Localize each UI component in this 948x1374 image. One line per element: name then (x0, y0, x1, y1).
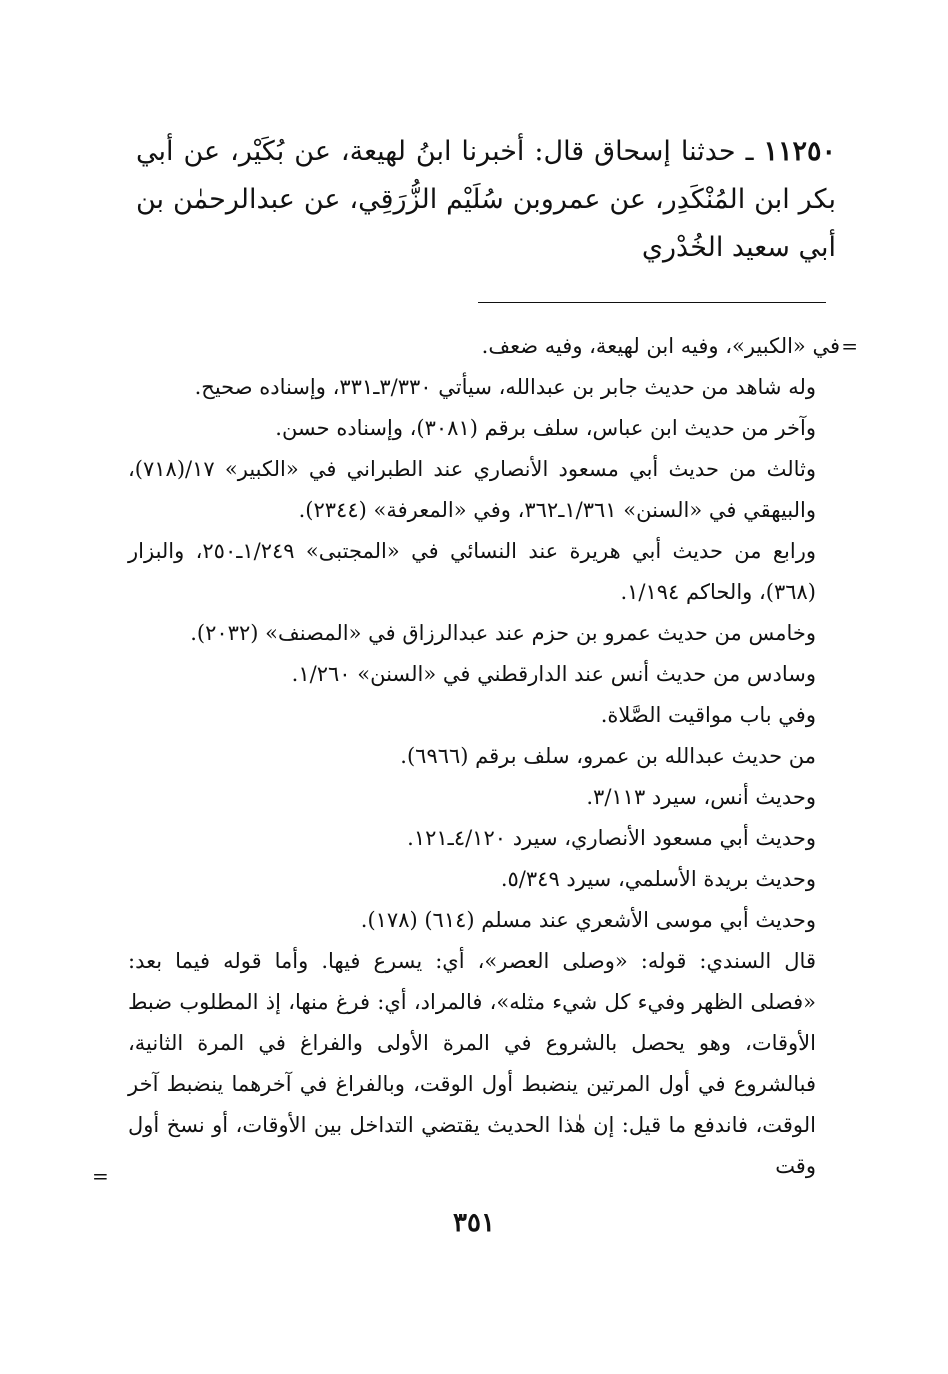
footnote-line: وله شاهد من حديث جابر بن عبدالله، سيأتي ٣/٣٣٠ـ٣٣١، وإسناده صحيح. (194, 375, 816, 399)
footnote-line: وسادس من حديث أنس عند الدارقطني في «السنن» ١/٢٦٠. (291, 662, 816, 686)
footnotes (128, 326, 840, 1187)
footnote-line: وخامس من حديث عمرو بن حزم عند عبدالرزاق في «المصنف» (٢٠٣٢). (190, 621, 816, 645)
footnote-continuation-marker: = (841, 334, 858, 358)
hadith-text (136, 128, 836, 272)
footnote-line: وحديث أبي مسعود الأنصاري، سيرد ٤/١٢٠ـ١٢١. (407, 826, 816, 850)
footnote-line: وحديث بريدة الأسلمي، سيرد ٥/٣٤٩. (500, 867, 816, 891)
footnote-line: في «الكبير»، وفيه ابن لهيعة، وفيه ضعف. (481, 334, 840, 358)
footnote-line: وآخر من حديث ابن عباس، سلف برقم (٣٠٨١)، وإسناده حسن. (275, 416, 816, 440)
footnote-line: وحديث أبي موسى الأشعري عند مسلم (٦١٤) (١٧٨). (360, 908, 816, 932)
footnote-separator (478, 302, 826, 303)
footnote-line: وثالث من حديث أبي مسعود الأنصاري عند الطبراني في «الكبير» ١٧/(٧١٨)، والبيهقي في «السنن» ١/٣٦١ـ٣٦٢، وفي «المعرفة» (٢٣٤٤). (128, 457, 816, 522)
footnote-end-marker: = (92, 1164, 109, 1188)
footnote-line: وفي باب مواقيت الصَّلاة. (600, 703, 816, 727)
page-number: ٣٥١ (453, 1208, 495, 1238)
hadith-number: ١١٢٥٠ (763, 136, 836, 167)
footnote-line: وحديث أنس، سيرد ٣/١١٣. (586, 785, 816, 809)
footnote-line: ورابع من حديث أبي هريرة عند النسائي في «المجتبى» ١/٢٤٩ـ٢٥٠، والبزار (٣٦٨)، والحاكم ١/١٩٤. (128, 539, 816, 604)
footnote-line: من حديث عبدالله بن عمرو، سلف برقم (٦٩٦٦). (400, 744, 816, 768)
hadith-body: ـ حدثنا إسحاق قال: أخبرنا ابنُ لهيعة، عن بُكَيْر، عن أبي بكر ابن المُنْكَدِر، عن عمروبن سُلَيْم الزُّرَقِي، عن عبدالرحمٰن بن أبي سعيد الخُدْري (136, 136, 836, 263)
footnote-line: قال السندي: قوله: «وصلى العصر»، أي: يسرع فيها. وأما قوله فيما بعد: «فصلى الظهر وفيء كل شيء مثله»، فالمراد، أي: فرغ منها، إذ المطلوب ضبط الأوقات، وهو يحصل بالشروع في المرة الأولى والفراغ في المرة الثانية، فبالشروع في أول المرتين ينضبط أول الوقت، وبالفراغ في آخرهما ينضبط آخر الوقت، فاندفع ما قيل: إن هٰذا الحديث يقتضي التداخل بين الأوقات، أو نسخ أول وقت (128, 949, 816, 1178)
